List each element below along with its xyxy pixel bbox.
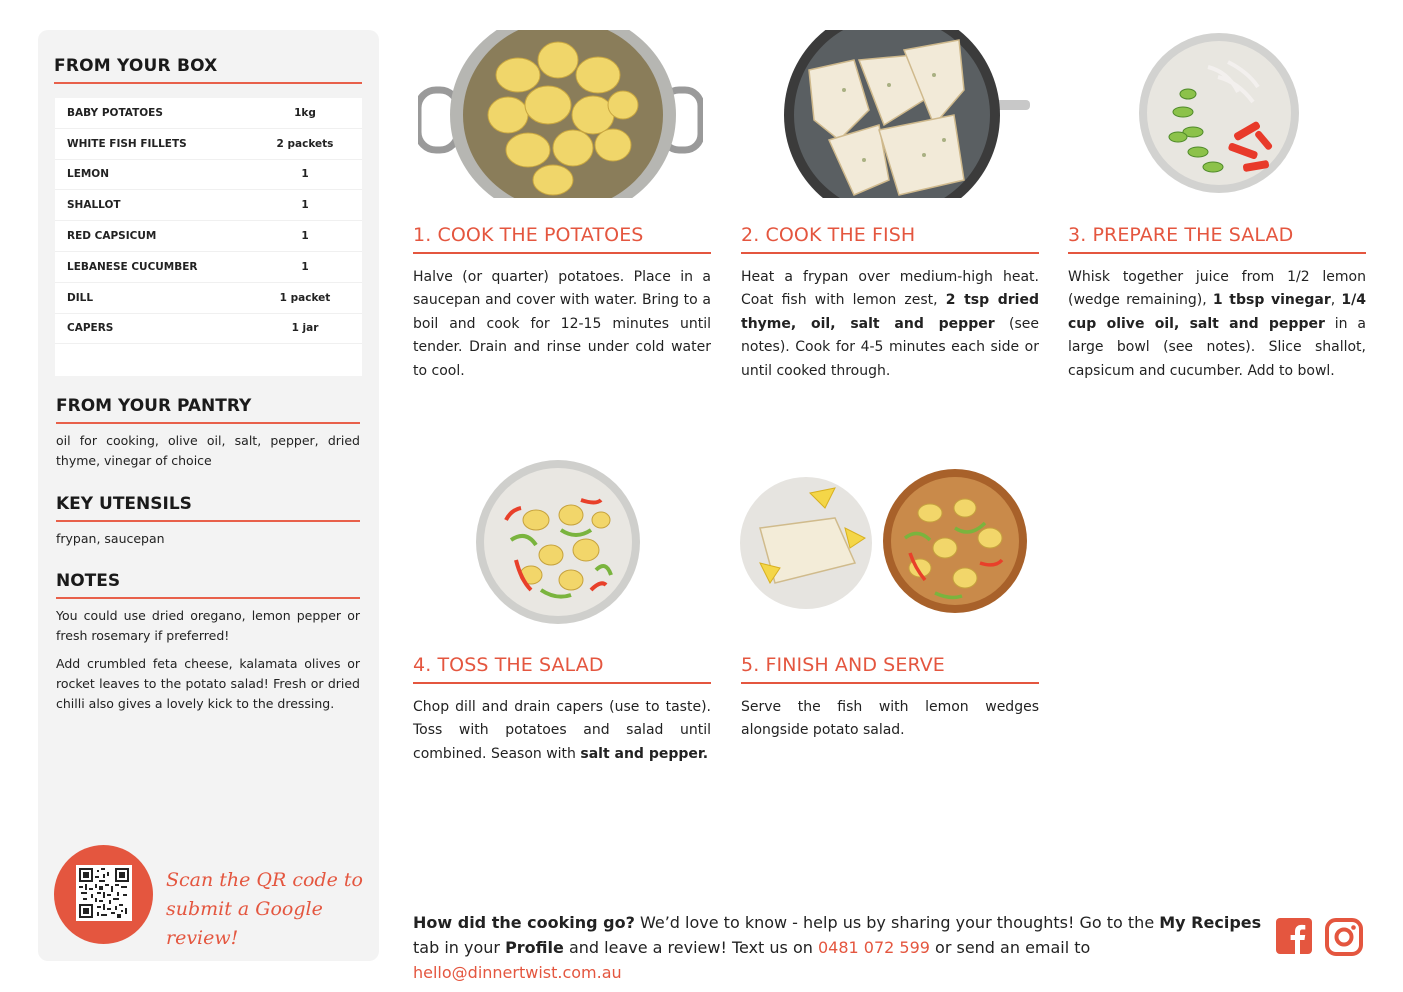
ingredient-name: RED CAPSICUM: [67, 230, 157, 243]
served-meal-image: [740, 468, 1030, 617]
ingredient-qty: 1: [301, 230, 309, 243]
salad-bowl-image: [1138, 32, 1300, 198]
step-3-title: 3. PREPARE THE SALAD: [1068, 224, 1366, 254]
table-row: [55, 252, 362, 283]
step-3-text: Whisk together juice from 1/2 lemon (wedge remaining), 1 tbsp vinegar, 1/4 cup olive oil, salt and pepper in a large bowl (see notes). Slice shallot, capsicum and cucumber. Add to bowl.: [1068, 269, 1366, 379]
step-2-title: 2. COOK THE FISH: [741, 224, 1039, 254]
ingredient-name: DILL: [67, 291, 94, 304]
utensils-title: KEY UTENSILS: [56, 494, 360, 522]
qr-badge: [54, 845, 153, 944]
ingredient-qty: 1kg: [294, 106, 316, 119]
ingredients-table: [55, 98, 362, 376]
qr-code-icon[interactable]: [76, 865, 132, 921]
table-row: [55, 129, 362, 160]
email-link[interactable]: hello@dinnertwist.com.au: [413, 963, 622, 982]
ingredient-name: LEBANESE CUCUMBER: [67, 260, 198, 273]
ingredient-qty: 1: [301, 168, 309, 181]
ingredient-qty: 2 packets: [276, 137, 334, 150]
phone-link[interactable]: 0481 072 599: [817, 938, 930, 957]
instagram-icon[interactable]: [1325, 918, 1363, 956]
ingredient-name: SHALLOT: [67, 199, 121, 212]
note-2: Add crumbled feta cheese, kalamata olives or rocket leaves to the potato salad! Fresh or dried chilli also gives a lovely kick to the dressing.: [56, 656, 360, 711]
notes-title: NOTES: [56, 571, 360, 599]
table-row: [55, 314, 362, 345]
step-4-title: 4. TOSS THE SALAD: [413, 654, 711, 684]
qr-caption-line-1: Scan the QR code to: [166, 869, 363, 891]
fish-in-pan-image: [784, 30, 1030, 202]
ingredient-name: BABY POTATOES: [67, 106, 163, 119]
table-row: [55, 190, 362, 221]
step-1-title: 1. COOK THE POTATOES: [413, 224, 711, 254]
step-2-text: Heat a frypan over medium-high heat. Coat fish with lemon zest, 2 tsp dried thyme, oil, salt and pepper (see notes). Cook for 4-5 minutes each side or until cooked through.: [741, 269, 1039, 379]
qr-caption-line-2: submit a Google review!: [166, 898, 323, 949]
qr-caption: [166, 866, 366, 953]
tossed-salad-image: [476, 460, 641, 629]
ingredient-qty: 1: [301, 260, 309, 273]
potatoes-in-pot-image: [418, 30, 703, 202]
note-1: You could use dried oregano, lemon pepper or fresh rosemary if preferred!: [56, 608, 360, 643]
utensils-text: frypan, saucepan: [56, 531, 165, 546]
pantry-text: oil for cooking, olive oil, salt, pepper, dried thyme, vinegar of choice: [56, 433, 360, 468]
ingredient-qty: 1 packet: [279, 291, 331, 304]
step-4-text: Chop dill and drain capers (use to taste). Toss with potatoes and salad until combined. Season with salt and pepper.: [413, 699, 711, 762]
sidebar: [38, 30, 379, 961]
review-footer: How did the cooking go? We’d love to know - help us by sharing your thoughts! Go to the My Recipes tab in your Profile and leave a review! Text us on 0481 072 599 or send an email to hello@dinnertwist.com.au: [413, 913, 1262, 982]
ingredient-name: LEMON: [67, 168, 110, 181]
ingredient-name: CAPERS: [67, 322, 114, 335]
ingredient-name: WHITE FISH FILLETS: [67, 137, 187, 150]
facebook-icon[interactable]: [1276, 918, 1314, 956]
box-title: FROM YOUR BOX: [54, 56, 362, 84]
step-5-text: Serve the fish with lemon wedges alongside potato salad.: [741, 699, 1039, 739]
ingredient-qty: 1: [301, 199, 309, 212]
step-1-text: Halve (or quarter) potatoes. Place in a saucepan and cover with water. Bring to a boil and cook for 12-15 minutes until tender. Drain and rinse under cold water to cool.: [413, 269, 711, 379]
step-5-title: 5. FINISH AND SERVE: [741, 654, 1039, 684]
table-row: [55, 160, 362, 191]
table-row: [55, 221, 362, 252]
pantry-title: FROM YOUR PANTRY: [56, 396, 360, 424]
ingredient-qty: 1 jar: [291, 322, 319, 335]
table-row: [55, 98, 362, 129]
table-row: [55, 283, 362, 314]
